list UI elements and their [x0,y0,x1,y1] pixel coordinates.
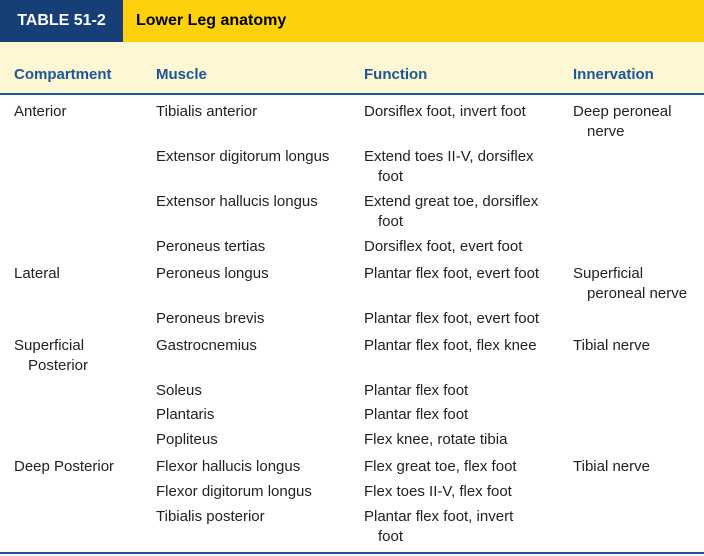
cell-function: Extend great toe, dorsiflex [364,193,539,210]
cell-muscle: Flexor digitorum longus [156,483,312,500]
cell-muscle: Peroneus tertias [156,238,266,255]
header-innervation: Innervation [573,66,654,83]
cell-function: foot [378,213,404,230]
cell-function: Plantar flex foot, flex knee [364,337,537,354]
cell-function: Flex knee, rotate tibia [364,431,508,448]
table-title-bar [0,0,704,42]
cell-muscle: Extensor hallucis longus [156,193,318,210]
table-body [0,96,704,552]
cell-function: Plantar flex foot [364,406,469,423]
cell-function: foot [378,528,404,545]
cell-function: Flex toes II-V, flex foot [364,483,512,500]
cell-muscle: Plantaris [156,406,215,423]
cell-muscle: Peroneus longus [156,265,269,282]
header-function: Function [364,66,428,83]
cell-innervation: Superficial [573,265,644,282]
cell-function: Dorsiflex foot, invert foot [364,103,526,120]
cell-innervation: Tibial nerve [573,337,650,354]
cell-compartment: Anterior [14,103,67,120]
cell-function: Plantar flex foot, invert [364,508,514,525]
cell-muscle: Popliteus [156,431,218,448]
cell-compartment: Lateral [14,265,60,282]
cell-function: Extend toes II-V, dorsiflex [364,148,534,165]
cell-muscle: Soleus [156,382,202,399]
cell-muscle: Extensor digitorum longus [156,148,330,165]
header-rule [0,93,704,95]
cell-muscle: Flexor hallucis longus [156,458,301,475]
cell-compartment: Superficial [14,337,85,354]
cell-innervation: Tibial nerve [573,458,650,475]
cell-compartment: Deep Posterior [14,458,115,475]
cell-compartment: Posterior [28,357,89,374]
header-muscle: Muscle [156,66,207,83]
cell-function: Dorsiflex foot, evert foot [364,238,523,255]
cell-innervation: peroneal nerve [587,285,688,302]
bottom-rule [0,552,704,554]
cell-function: foot [378,168,404,185]
cell-function: Plantar flex foot [364,382,469,399]
table-title: Lower Leg anatomy [136,12,287,29]
cell-muscle: Gastrocnemius [156,337,257,354]
cell-innervation: nerve [587,123,625,140]
cell-muscle: Tibialis posterior [156,508,265,525]
cell-function: Plantar flex foot, evert foot [364,265,540,282]
cell-function: Flex great toe, flex foot [364,458,517,475]
cell-muscle: Tibialis anterior [156,103,258,120]
table-number-tag: TABLE 51-2 [0,0,123,42]
header-compartment: Compartment [14,66,112,83]
cell-muscle: Peroneus brevis [156,310,265,327]
cell-function: Plantar flex foot, evert foot [364,310,540,327]
cell-innervation: Deep peroneal [573,103,672,120]
